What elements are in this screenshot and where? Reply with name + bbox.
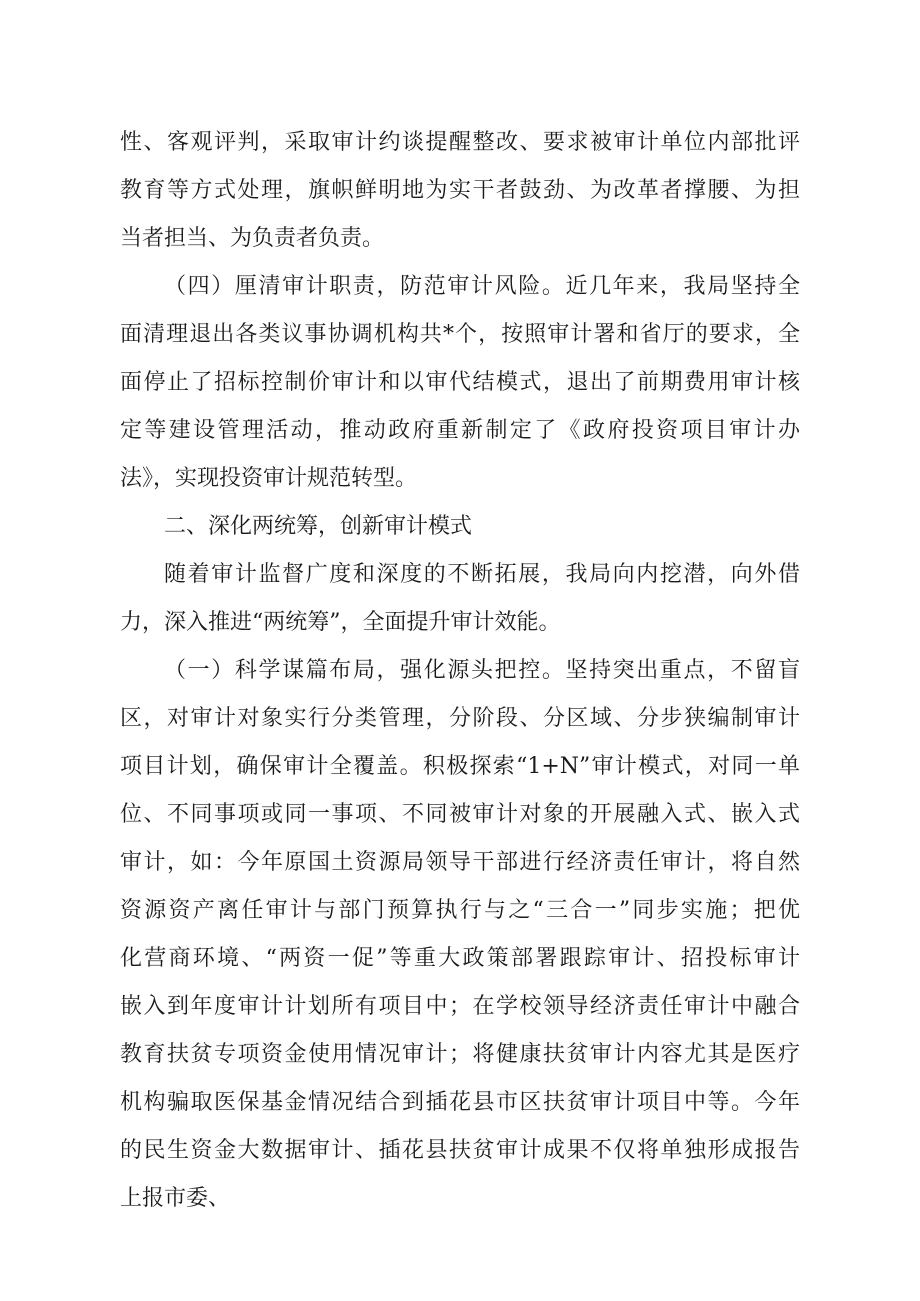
section-heading: 二、深化两统筹，创新审计模式 [164, 514, 473, 539]
body-text-line: 区，对审计对象实行分类管理，分阶段、分区域、分步狭编制审计 [120, 706, 800, 731]
section-text-line: （一）科学谋篇布局，强化源头把控。坚持突出重点，不留盲 [164, 658, 800, 683]
body-text-line: 当者担当、为负责者负责。 [120, 226, 385, 251]
body-text-line: 定等建设管理活动，推动政府重新制定了《政府投资项目审计办 [120, 418, 800, 443]
body-text-line: 嵌入到年度审计计划所有项目中；在学校领导经济责任审计中融合 [120, 994, 800, 1019]
body-text-line: 法》，实现投资审计规范转型。 [120, 466, 418, 491]
body-text-line: 教育等方式处理，旗帜鲜明地为实干者鼓劲、为改革者撑腰、为担 [120, 178, 800, 203]
body-text-line: 上报市委、 [120, 1186, 231, 1211]
body-text-line: 资源资产离任审计与部门预算执行与之“三合一”同步实施；把优 [120, 898, 800, 923]
body-text-line: 审计，如：今年原国土资源局领导干部进行经济责任审计，将自然 [120, 850, 800, 875]
document-page [120, 119, 800, 1223]
body-text-line: 面停止了招标控制价审计和以审代结模式，退出了前期费用审计核 [120, 370, 800, 395]
body-text-line: 化营商环境、“两资一促”等重大政策部署跟踪审计、招投标审计 [120, 946, 800, 971]
section-text-line: （四）厘清审计职责，防范审计风险。近几年来，我局坚持全 [164, 274, 800, 299]
body-text-line: 面清理退出各类议事协调机构共*个，按照审计署和省厅的要求，全 [120, 322, 800, 347]
body-text-line: 力，深入推进“两统筹”，全面提升审计效能。 [120, 610, 561, 635]
body-text-line: 项目计划，确保审计全覆盖。积极探索“1+N”审计模式，对同一单 [120, 754, 800, 779]
body-text-line: 教育扶贫专项资金使用情况审计；将健康扶贫审计内容尤其是医疗 [120, 1042, 800, 1067]
body-text-line: 机构骗取医保基金情况结合到插花县市区扶贫审计项目中等。今年 [120, 1090, 800, 1115]
body-text-line: 位、不同事项或同一事项、不同被审计对象的开展融入式、嵌入式 [120, 802, 800, 827]
body-text-line: 性、客观评判，采取审计约谈提醒整改、要求被审计单位内部批评 [120, 130, 800, 155]
paragraph-text-line: 随着审计监督广度和深度的不断拓展，我局向内挖潜，向外借 [164, 562, 800, 587]
body-text-line: 的民生资金大数据审计、插花县扶贫审计成果不仅将单独形成报告 [120, 1138, 800, 1163]
